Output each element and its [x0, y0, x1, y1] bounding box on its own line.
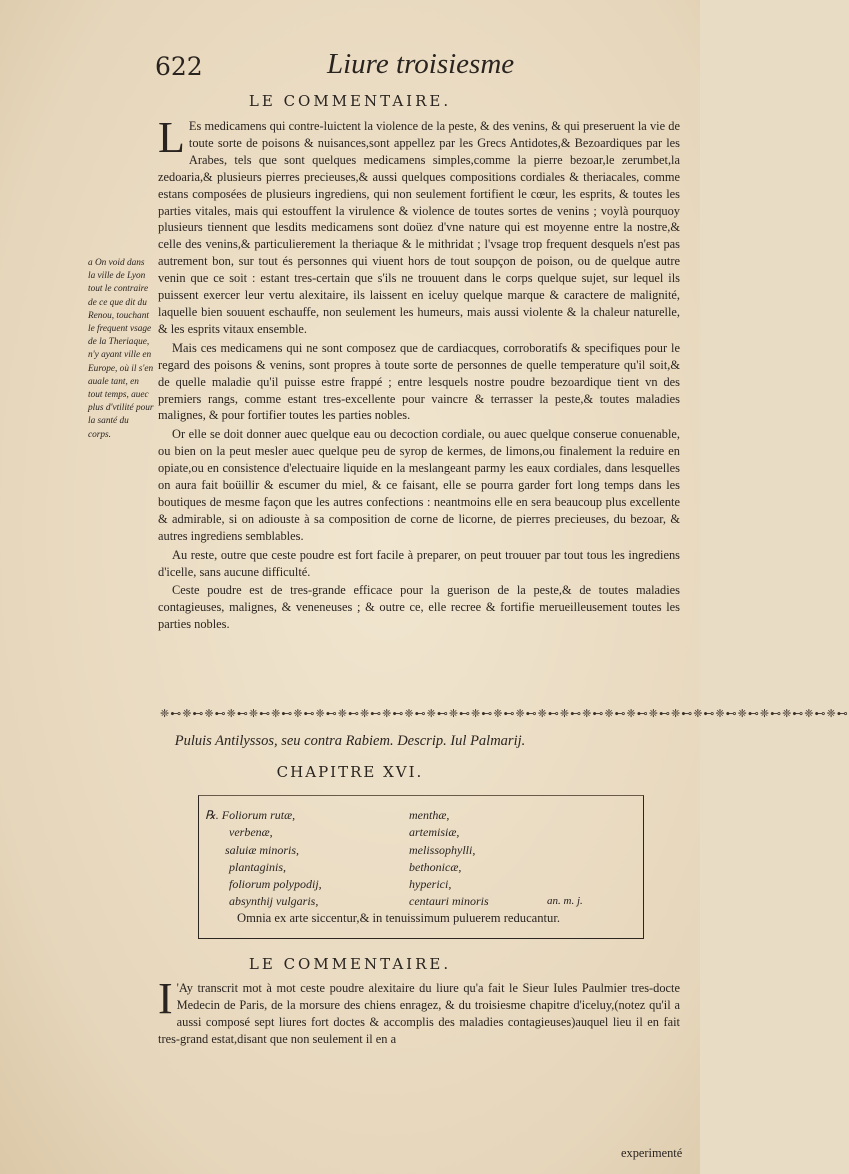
commentary-body-1 [158, 113, 680, 635]
paragraph-5: Ceste poudre est de tres-grande efficace pour la guerison de la peste,& de toutes maladies contagieuses, malignes, & veneneuses ; & outre ce, elle recree & fortifie merueilleusement toutes les parties nobles. [158, 583, 680, 632]
ingredient-3: saluiæ minoris, [225, 843, 300, 857]
paragraph-3: Or elle se doit donner auec quelque eau ou decoction cordiale, ou auec quelque conserue conuenable, ou bien on la peut mesler auec quelque peu de syrop de kermes, de limons,ou finalement la reduire en opiate,ou en consistence d'electuaire liquide en la meslangeant parmy les eaux cordiales, dans lesquelles on aura fait boüillir & escumer du miel, & ce faisant, elle se pourra garder fort long temps dans les boutiques de mesme façon que les autres confections : neantmoins elle en sera beaucoup plus excellente & admirable, si on adiouste à sa composition de corne de licorne, de pierres precieuses, du bezoar, & autres ingrediens semblables. [158, 427, 680, 543]
ingredient-8: artemisiæ, [409, 825, 460, 839]
ingredient-11: hyperici, [409, 877, 452, 891]
commentary-heading-2: LE COMMENTAIRE. [248, 955, 452, 973]
catchword: experimenté [621, 1146, 683, 1160]
ingredient-7: menthæ, [409, 808, 450, 822]
ingredient-12: centauri minoris [409, 894, 489, 908]
drop-cap-i: I [158, 974, 173, 1023]
dose: an. m. j. [547, 895, 583, 907]
paragraph-1: L Es medicamens qui contre-luictent la violence de la peste, & des venins, & qui preseruent la vie de toute sorte de poisons & nuisances,sont appellez par les Grecs Antidotes,& Bezoardiques par les Arabes, tels que sont quelques medicamens simples,comme la pierre bezoar,le zerumbet,la zedoaria,& plusieurs pierres precieuses,& aussi quelques compositions cordiales & theriacales, comme estans composées de plusieurs ingrediens, qui non seulement fortifient le cœur, les esprits, & toutes les parties vitales, mais qui estouffent la virulence & violence de toutes sortes de venins ; voylà pourquoy plusieurs tiennent que lesdits medicamens sont doüez d'vne nature qui est moyenne entre la nostre,& celle des venins,& particulierement la theriaque & le mithridat ; l'vsage trop frequent desquels n'est pas autrement bon, sur tout és personnes qui viuent hors de tout soupçon de poison, ou de quelque autre venin que ce soit : estant tres-certain que s'ils ne trouuent dans le corps quelque sujet, sur lequel ils puissent exercer leur vertu alexitaire, ils laissent en iceluy quelque marque & caractere de malignité, laquelle bien souuent eschauffe, non seulement les humeurs, mais aussi violente & la chaleur naturelle, & les esprits vitaux ensemble. [158, 113, 680, 336]
ingredient-4: plantaginis, [229, 860, 287, 874]
commentary-heading-1: LE COMMENTAIRE. [248, 92, 452, 110]
ingredient-2: verbenæ, [229, 825, 273, 839]
paragraph-6: I 'Ay transcrit mot à mot ceste poudre alexitaire du liure qu'a fait le Sieur Iules Paulmier tres-docte Medecin de Paris, de la morsure des chiens enragez, & du troisiesme chapitre d'iceluy,(notez qu'il a aussi composé sept liures fort doctes & accomplis des maladies contagieuses)auquel lieu il en fait tres-grand estat,disant que non seulement il en a [158, 974, 680, 1046]
recipe-instruction: Omnia ex arte siccentur,& in tenuissimum puluerem reducantur. [237, 911, 560, 925]
ingredient-9: melissophylli, [409, 843, 476, 857]
chapter-heading: CHAPITRE XVI. [276, 763, 424, 781]
margin-note: a On void dans la ville de Lyon tout le contraire de ce que dit du Renou, touchant le frequent vsage de la Theriaque, n'y ayant ville en Europe, où il s'en auale tant, en tout temps, auec plus d'vtilité pour la santé du corps. [88, 258, 154, 440]
page-number: 622 [155, 52, 203, 81]
ingredient-6: absynthij vulgaris, [229, 894, 319, 908]
commentary-body-2 [158, 974, 680, 1050]
ingredient-1: ℞. Foliorum rutæ, [205, 808, 296, 822]
ornamental-rule: ❈⊷❈⊷❈⊷❈⊷❈⊷❈⊷❈⊷❈⊷❈⊷❈⊷❈⊷❈⊷❈⊷❈⊷❈⊷❈⊷❈⊷❈⊷❈⊷❈⊷❈⊷❈⊷❈⊷❈⊷❈⊷❈⊷❈⊷❈⊷❈⊷❈⊷❈⊷ [160, 707, 849, 720]
recipe-title: Puluis Antilyssos, seu contra Rabiem. Descrip. Iul Palmarij. [174, 733, 526, 749]
ingredient-5: foliorum polypodij, [229, 877, 322, 891]
ingredient-10: bethonicæ, [409, 860, 462, 874]
paragraph-4: Au reste, outre que ceste poudre est fort facile à preparer, on peut trouuer par tout tous les ingrediens d'icelle, sans aucune difficulté. [158, 547, 680, 579]
paragraph-2: Mais ces medicamens qui ne sont composez que de cardiacques, corroboratifs & specifiques pour le regard des poisons & venins, sont propres à toute sorte de personnes de quelle temperature qu'il soit,& de quelle maladie qu'il puisse estre frappé ; entre lesquels nostre poudre bezoardique tient vn des premiers rangs, comme estant tres-excellente pour vaincre & terrasser la peste,& toutes maladies malignes, & pour fortifier toutes les parties nobles. [158, 340, 680, 423]
recipe-box [198, 795, 644, 939]
drop-cap-l: L [158, 113, 185, 162]
book-title: Liure troisiesme [327, 48, 515, 80]
running-head [155, 48, 675, 88]
